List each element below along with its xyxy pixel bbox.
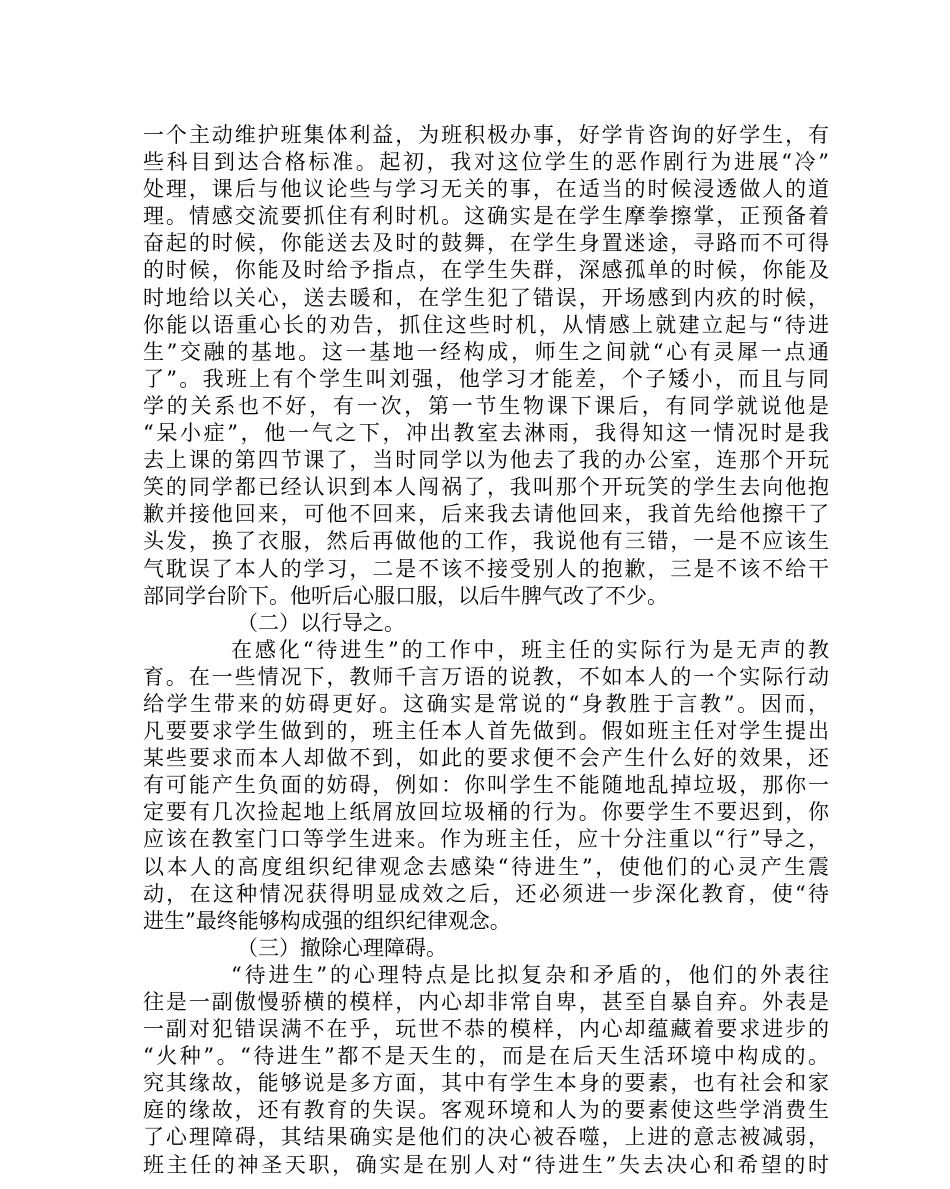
text-line: 头发，换了衣服，然后再做他的工作，我说他有三错，一是不应该生 bbox=[143, 529, 829, 554]
text-line: 某些要求而本人却做不到，如此的要求便不会产生什么好的效果，还 bbox=[143, 746, 829, 771]
text-line: 了心理障碍，其结果确实是他们的决心被吞噬，上进的意志被减弱， bbox=[143, 1125, 829, 1150]
text-line: 进生”最终能够构成强的组织纪律观念。 bbox=[143, 908, 511, 933]
text-line: 凡要要求学生做到的，班主任本人首先做到。假如班主任对学生提出 bbox=[143, 719, 829, 744]
text-line: 定要有几次捡起地上纸屑放回垃圾桶的行为。你要学生不要迟到，你 bbox=[143, 800, 829, 825]
paragraph-3 bbox=[143, 962, 829, 1179]
text-line: 究其缘故，能够说是多方面，其中有学生本身的要素，也有社会和家 bbox=[143, 1071, 829, 1096]
text-line: 在感化“待进生”的工作中，班主任的实际行为是无声的教 bbox=[231, 637, 829, 662]
text-line: 笑的同学都已经认识到本人闯祸了，我叫那个开玩笑的学生去向他抱 bbox=[143, 475, 829, 500]
text-line: 去上课的第四节课了，当时同学以为他去了我的办公室，连那个开玩 bbox=[143, 448, 829, 473]
text-line: 生”交融的基地。这一基地一经构成，师生之间就“心有灵犀一点通 bbox=[143, 339, 829, 364]
text-line: 育。在一些情况下，教师千言万语的说教，不如本人的一个实际行动 bbox=[143, 664, 829, 689]
text-line: 处理，课后与他议论些与学习无关的事，在适当的时候浸透做人的道 bbox=[143, 177, 829, 202]
section-heading: （二）以行导之。 bbox=[237, 610, 405, 635]
text-line: 一副对犯错误满不在乎，玩世不恭的模样，内心却蕴藏着要求进步的 bbox=[143, 1017, 829, 1042]
text-line: 些科目到达合格标准。起初，我对这位学生的恶作剧行为进展“冷” bbox=[143, 150, 829, 175]
text-line: 动，在这种情况获得明显成效之后，还必须进一步深化教育，使“待 bbox=[143, 881, 829, 906]
text-line: 奋起的时候，你能送去及时的鼓舞，在学生身置迷途，寻路而不可得 bbox=[143, 231, 829, 256]
text-line: 的时候，你能及时给予指点，在学生失群，深感孤单的时候，你能及 bbox=[143, 258, 829, 283]
text-line: 歉并接他回来，可他不回来，后来我去请他回来，我首先给他擦干了 bbox=[143, 502, 829, 527]
text-line: “呆小症”，他一气之下，冲出教室去淋雨，我得知这一情况时是我 bbox=[143, 421, 829, 446]
text-line: 班主任的神圣天职，确实是在别人对“待进生”失去决心和希望的时 bbox=[143, 1152, 829, 1177]
text-line: 有可能产生负面的妨碍，例如：你叫学生不能随地乱掉垃圾，那你一 bbox=[143, 773, 829, 798]
text-line: 应该在教室门口等学生进来。作为班主任，应十分注重以“行”导之， bbox=[143, 827, 829, 852]
text-line: 以本人的高度组织纪律观念去感染“待进生”，使他们的心灵产生震 bbox=[143, 854, 829, 879]
text-line: “火种”。“待进生”都不是天生的，而是在后天生活环境中构成的。 bbox=[143, 1044, 829, 1069]
text-line: 庭的缘故，还有教育的失误。客观环境和人为的要素使这些学消费生 bbox=[143, 1098, 829, 1123]
text-line: “待进生”的心理特点是比拟复杂和矛盾的，他们的外表往 bbox=[231, 962, 829, 987]
text-line: 了”。我班上有个学生叫刘强，他学习才能差，个子矮小，而且与同 bbox=[143, 366, 829, 391]
text-line: 理。情感交流要抓住有利时机。这确实是在学生摩拳擦掌，正预备着 bbox=[143, 204, 829, 229]
document-body bbox=[143, 122, 829, 1179]
text-line: 你能以语重心长的劝告，抓住这些时机，从情感上就建立起与“待进 bbox=[143, 312, 829, 337]
text-line: 部同学台阶下。他听后心服口服，以后牛脾气改了不少。 bbox=[143, 583, 668, 608]
paragraph-1 bbox=[143, 122, 829, 610]
text-line: 学的关系也不好，有一次，第一节生物课下课后，有同学就说他是 bbox=[143, 393, 829, 418]
text-line: 一个主动维护班集体利益，为班积极办事，好学肯咨询的好学生，有 bbox=[143, 123, 829, 147]
text-line: 气耽误了本人的学习，二是不该不接受别人的抱歉，三是不该不给干 bbox=[143, 556, 829, 581]
text-line: 给学生带来的妨碍更好。这确实是常说的“身教胜于言教”。因而， bbox=[143, 691, 829, 716]
section-heading: （三）撤除心理障碍。 bbox=[237, 935, 447, 960]
text-line: 往是一副傲慢骄横的模样，内心却非常自卑，甚至自暴自弃。外表是 bbox=[143, 990, 829, 1014]
paragraph-2 bbox=[143, 637, 829, 935]
text-line: 时地给以关心，送去暖和，在学生犯了错误，开场感到内疚的时候， bbox=[143, 285, 829, 310]
